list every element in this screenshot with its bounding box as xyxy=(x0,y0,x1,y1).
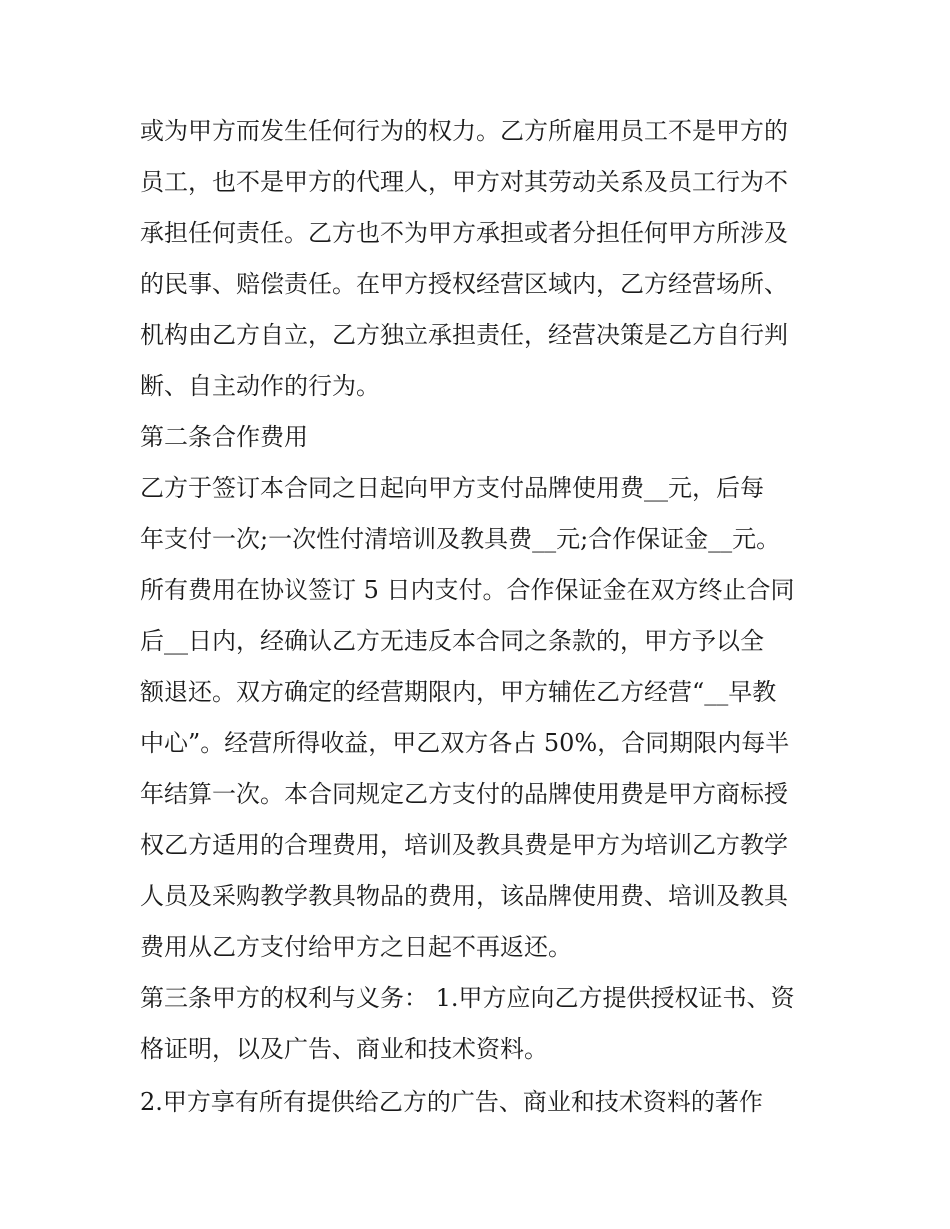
text-line: 2.甲方享有所有提供给乙方的广告、商业和技术资料的著作 xyxy=(140,1088,763,1116)
text-line: 员工，也不是甲方的代理人，甲方对其劳动关系及员工行为不 xyxy=(140,168,788,196)
document-body xyxy=(140,106,820,1128)
text-line: 或为甲方而发生任何行为的权力。乙方所雇用员工不是甲方的 xyxy=(140,117,788,145)
text-line: 的民事、赔偿责任。在甲方授权经营区域内，乙方经营场所、 xyxy=(140,270,788,298)
text-line: 年结算一次。本合同规定乙方支付的品牌使用费是甲方商标授 xyxy=(140,780,788,808)
text-line: 权乙方适用的合理费用，培训及教具费是甲方为培训乙方教学 xyxy=(140,831,788,859)
text-line: 人员及采购教学教具物品的费用，该品牌使用费、培训及教具 xyxy=(140,882,788,910)
text-line: 额退还。双方确定的经营期限内，甲方辅佐乙方经营“__早教 xyxy=(140,678,777,706)
text-line: 断、自主动作的行为。 xyxy=(140,372,380,400)
section-heading: 第二条合作费用 xyxy=(140,423,308,451)
text-line: 所有费用在协议签订 5 日内支付。合作保证金在双方终止合同 xyxy=(140,576,795,604)
text-line: 中心”。经营所得收益，甲乙双方各占 50%，合同期限内每半 xyxy=(140,729,790,757)
section-heading: 第三条甲方的权利与义务： 1.甲方应向乙方提供授权证书、资 xyxy=(140,984,795,1012)
text-line: 费用从乙方支付给甲方之日起不再返还。 xyxy=(140,933,572,961)
text-line: 年支付一次;一次性付清培训及教具费__元;合作保证金__元。 xyxy=(140,525,781,553)
text-line: 后__日内，经确认乙方无违反本合同之条款的，甲方予以全 xyxy=(140,627,764,655)
text-line: 乙方于签订本合同之日起向甲方支付品牌使用费__元，后每 xyxy=(140,474,764,502)
text-line: 承担任何责任。乙方也不为甲方承担或者分担任何甲方所涉及 xyxy=(140,219,788,247)
text-line: 格证明，以及广告、商业和技术资料。 xyxy=(140,1035,548,1063)
text-line: 机构由乙方自立，乙方独立承担责任，经营决策是乙方自行判 xyxy=(140,321,788,349)
